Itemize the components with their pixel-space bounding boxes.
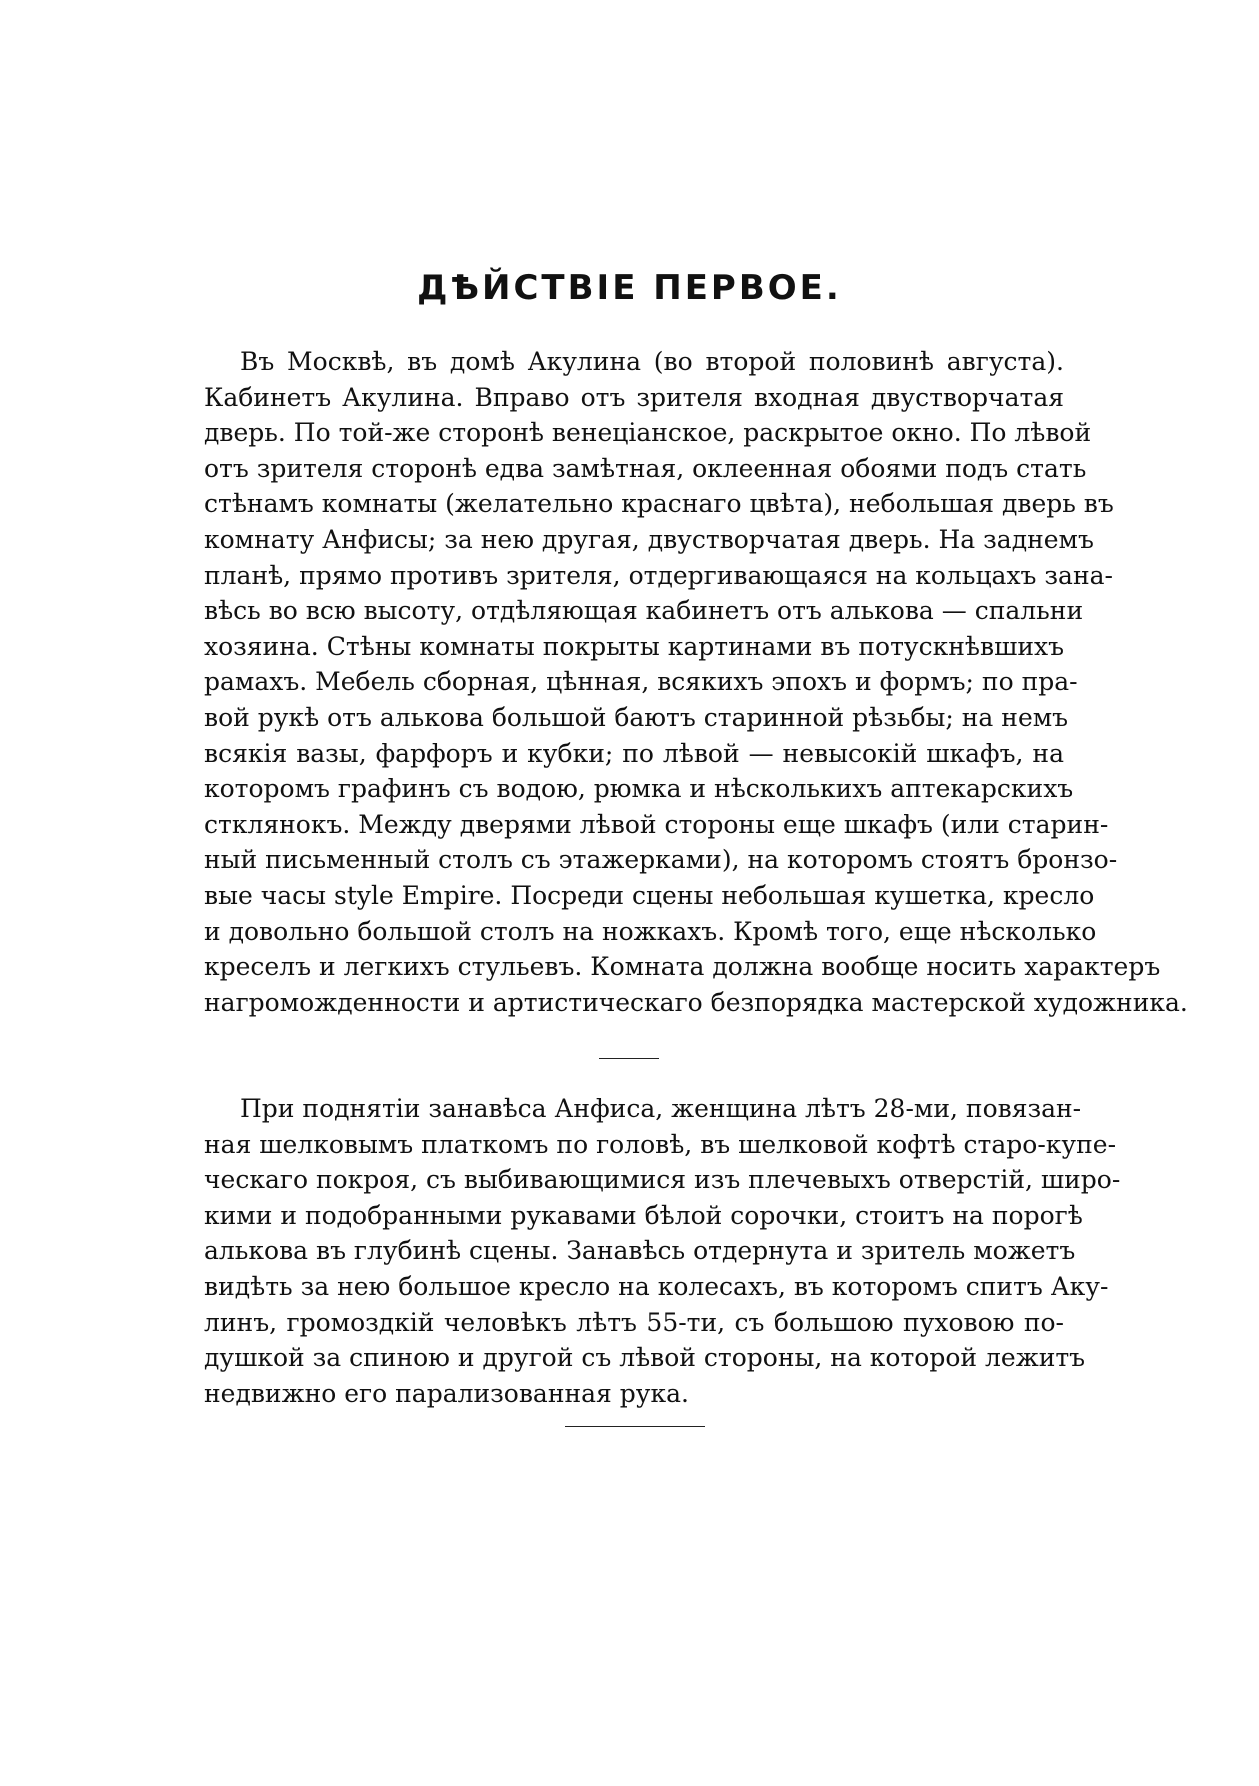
text-line: Въ Москвѣ, въ домѣ Акулина (во второй половинѣ августа). — [240, 347, 1064, 376]
text-line: планѣ, прямо противъ зрителя, отдергивающаяся на кольцахъ зана- — [204, 560, 1113, 590]
text-line: которомъ графинъ съ водою, рюмка и нѣсколькихъ аптекарскихъ — [204, 774, 1074, 804]
text-line: комнату Анфисы; за нею другая, двустворчатая дверь. На заднемъ — [204, 524, 1094, 554]
stage-direction-setting — [204, 344, 1188, 1020]
text-line: кими и подобранными рукавами бѣлой сорочки, стоитъ на порогѣ — [204, 1200, 1083, 1230]
text-line: Кабинетъ Акулина. Вправо отъ зрителя входная двустворчатая — [204, 382, 1064, 412]
text-line: стклянокъ. Между дверями лѣвой стороны еще шкафъ (или старин- — [204, 809, 1109, 839]
text-line: вые часы style Empire. Посреди сцены небольшая кушетка, кресло — [204, 880, 1095, 910]
end-divider — [565, 1426, 705, 1427]
text-line: дверь. По той-же сторонѣ венеціанское, раскрытое окно. По лѣвой — [204, 418, 1092, 448]
text-line: отъ зрителя сторонѣ едва замѣтная, оклеенная обоями подъ стать — [204, 453, 1087, 483]
text-line: ный письменный столъ съ этажерками), на которомъ стоятъ бронзо- — [204, 845, 1118, 875]
text-line: рамахъ. Мебель сборная, цѣнная, всякихъ эпохъ и формъ; по пра- — [204, 667, 1078, 697]
text-line: При поднятіи занавѣса Анфиса, женщина лѣтъ 28-ми, повязан- — [240, 1094, 1082, 1123]
act-title: ДѢЙСТВІЕ ПЕРВОЕ. — [417, 268, 842, 308]
text-line: всякія вазы, фарфоръ и кубки; по лѣвой — невысокій шкафъ, на — [204, 738, 1064, 768]
text-line: душкой за спиною и другой съ лѣвой стороны, на которой лежитъ — [204, 1343, 1086, 1373]
text-line: вѣсь во всю высоту, отдѣляющая кабинетъ отъ алькова — спальни — [204, 596, 1084, 626]
stage-direction-opening — [204, 1091, 1121, 1411]
text-line: и довольно большой столъ на ножкахъ. Кромѣ того, еще нѣсколько — [204, 916, 1097, 946]
text-line: недвижно его парализованная рука. — [204, 1378, 689, 1408]
text-line: хозяина. Стѣны комнаты покрыты картинами въ потускнѣвшихъ — [204, 631, 1064, 661]
text-line: стѣнамъ комнаты (желательно краснаго цвѣта), небольшая дверь въ — [204, 489, 1114, 519]
text-line: ческаго покроя, съ выбивающимися изъ плечевыхъ отверстій, широ- — [204, 1165, 1121, 1195]
text-line: алькова въ глубинѣ сцены. Занавѣсь отдернута и зритель можетъ — [204, 1236, 1076, 1266]
text-line: креселъ и легкихъ стульевъ. Комната должна вообще носить характеръ — [204, 952, 1161, 982]
text-line: вой рукѣ отъ алькова большой баютъ старинной рѣзьбы; на немъ — [204, 702, 1069, 732]
text-line: видѣть за нею большое кресло на колесахъ, въ которомъ спитъ Аку- — [204, 1271, 1109, 1301]
text-line: линъ, громоздкій человѣкъ лѣтъ 55-ти, съ большою пуховою по- — [204, 1307, 1064, 1337]
text-line: нагроможденности и артистическаго безпорядка мастерской художника. — [204, 987, 1188, 1017]
section-divider — [599, 1058, 659, 1059]
text-line: ная шелковымъ платкомъ по головѣ, въ шелковой кофтѣ старо-купе- — [204, 1129, 1117, 1159]
